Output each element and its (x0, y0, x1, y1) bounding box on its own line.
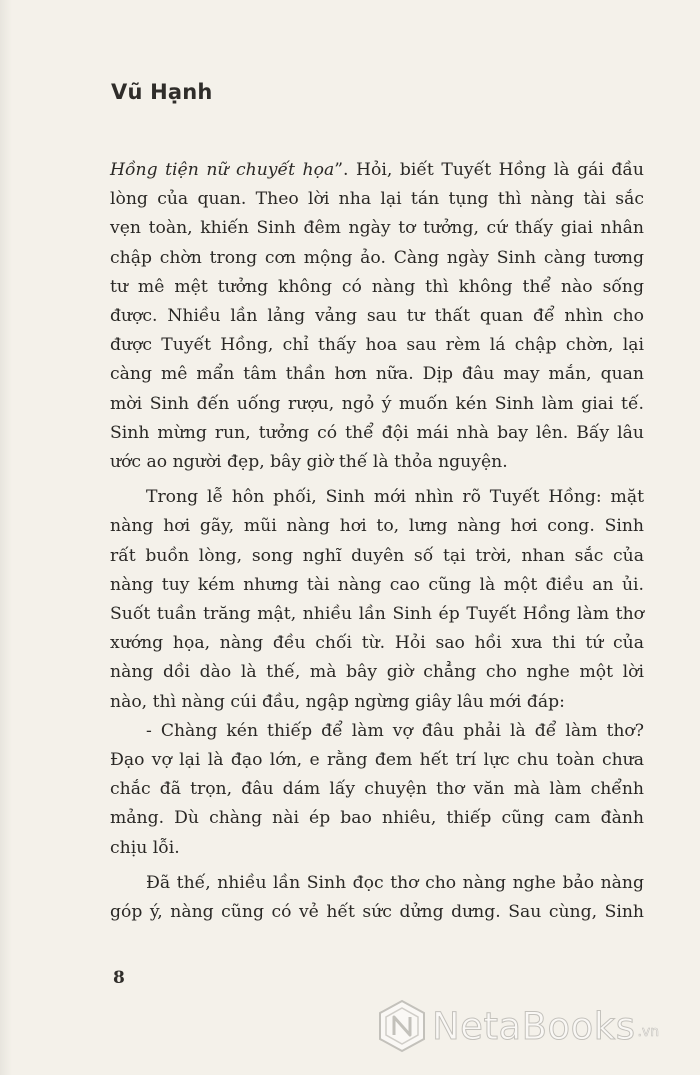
text-line: được. Nhiều lần lảng vảng sau tư thất quan để nhìn cho (110, 306, 644, 327)
text-line: chập chờn trong cơn mộng ảo. Càng ngày Sinh càng tương (110, 247, 644, 268)
text-line: góp ý, nàng cũng có vẻ hết sức dửng dưng. Sau cùng, Sinh (110, 902, 644, 923)
text-line: xướng họa, nàng đều chối từ. Hỏi sao hồi xưa thi tứ của (110, 633, 644, 654)
text-line: lòng của quan. Theo lời nha lại tán tụng thì nàng tài sắc (110, 189, 644, 210)
text-line: vẹn toàn, khiến Sinh đêm ngày tơ tưởng, cứ thấy giai nhân (110, 218, 644, 239)
text-line: nàng hơi gãy, mũi nàng hơi to, lưng nàng hơi cong. Sinh (110, 516, 644, 537)
text-line: Suốt tuần trăng mật, nhiều lần Sinh ép Tuyết Hồng làm thơ (110, 604, 644, 625)
text-line: tư mê mệt tưởng không có nàng thì không thể nào sống (110, 276, 644, 297)
text-line: càng mê mẩn tâm thần hơn nữa. Dịp đâu may mắn, quan (110, 364, 644, 385)
paragraph-2 (110, 483, 644, 717)
italic-title-fragment: Hồng tiện nữ chuyết họa (110, 160, 335, 180)
text-line: mảng. Dù chàng nài ép bao nhiêu, thiếp cũng cam đành (110, 808, 644, 829)
text-line: nàng tuy kém nhưng tài nàng cao cũng là một điều an ủi. (110, 574, 644, 595)
watermark (376, 996, 659, 1056)
body-text (110, 156, 644, 927)
text-line: Đã thế, nhiều lần Sinh đọc thơ cho nàng nghe bảo nàng (146, 872, 644, 893)
text-line: nào, thì nàng cúi đầu, ngập ngừng giây lâu mới đáp: (110, 691, 565, 712)
text-line: - Chàng kén thiếp để làm vợ đâu phải là để làm thơ? (146, 720, 644, 741)
running-header-author: Vũ Hạnh (111, 80, 213, 104)
paragraph-3-dialogue (110, 717, 644, 863)
text-line: Hồng tiện nữ chuyết họa”. Hỏi, biết Tuyết Hồng là gái đầu (110, 160, 644, 180)
text-line: ước ao người đẹp, bây giờ thế là thỏa nguyện. (110, 452, 508, 473)
paragraph-4 (110, 869, 644, 927)
text-line: chắc đã trọn, đâu dám lấy chuyện thơ văn mà làm chểnh (110, 779, 644, 800)
watermark-brand: NetaBooks (432, 1004, 636, 1048)
text-line: Trong lễ hôn phối, Sinh mới nhìn rõ Tuyết Hồng: mặt (146, 487, 644, 508)
text-line: Sinh mừng run, tưởng có thể đội mái nhà bay lên. Bấy lâu (110, 422, 644, 443)
page-number: 8 (113, 968, 125, 988)
text-line: nàng dồi dào là thế, mà bây giờ chẳng cho nghe một lời (110, 662, 644, 683)
text-line: rất buồn lòng, song nghĩ duyên số tại trời, nhan sắc của (110, 545, 644, 566)
text-line: Đạo vợ lại là đạo lớn, e rằng đem hết trí lực chu toàn chưa (110, 750, 644, 771)
watermark-suffix: .vn (637, 1024, 660, 1040)
text-line: mời Sinh đến uống rượu, ngỏ ý muốn kén Sinh làm giai tế. (110, 393, 644, 414)
paragraph-1 (110, 156, 644, 477)
text-line: chịu lỗi. (110, 837, 180, 858)
netabooks-logo-icon (376, 998, 428, 1054)
text-line: được Tuyết Hồng, chỉ thấy hoa sau rèm lá chập chờn, lại (110, 335, 644, 356)
